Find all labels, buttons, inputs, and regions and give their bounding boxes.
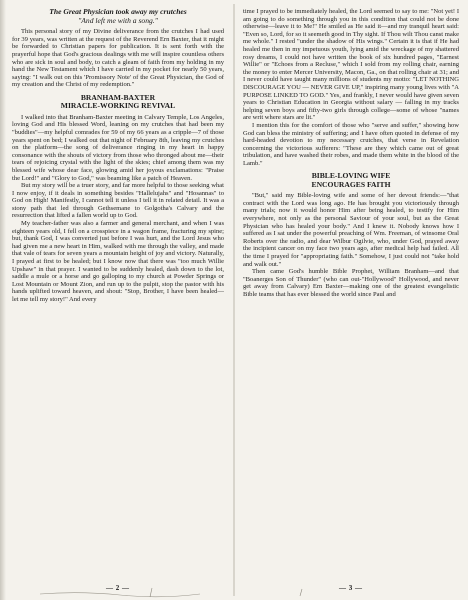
body-paragraph: My teacher-father was also a farmer and general merchant, and when I was eighteen years old, I fell on a crosspiece in a wagon frame, fracturing my spine; but, thank God, I was converted just before I was hurt, and the Lord Jesus who had given me a new heart in Him, walked with me through the valley, and made that vale of tears for seven years a mountain height of joy and victory. Naturally, I prayed at first to be healed; but I know now that there was "too much Willie Upshaw" in that prayer. I wanted to be suddenly healed, dash down to the lot, saddle a mule or a horse and go galloping to my church at Powder Springs or Lost Mountain or Mount Zion, and run up to the pulpit, stop the pastor with his hands uplifted toward heaven, and shout: "Stop, Brother, I have been healed—let me tell my story!" And every (12, 220, 224, 303)
right-page (243, 8, 459, 588)
heading-line-1: BIBLE-LOVING WIFE (311, 171, 391, 181)
heading-line-2: ENCOURAGES FAITH (311, 179, 391, 189)
title-line: The Great Physician took away my crutches (49, 8, 187, 16)
body-paragraph: I mention this for the comfort of those who "serve and suffer," showing how God can bless the ministry of suffering; and I have often quoted in defense of my hard-headed devotion to my necessary crutches, that verse in Revelation concerning the victorious sufferers: "These are they which came out of great tribulation, and have washed their robes, and made them white in the blood of the Lamb." (243, 121, 459, 167)
body-paragraph: "But," said my Bible-loving wife and some of her devout friends:—"that contract with the Lord was long ago. He has brought you victoriously through many trials; now it would honor Him after being healed, to testify for Him everywhere, not only as the personal Saviour of your soul, but as the Great Physician who has healed your body." And I knew it. Nobody knows how I suffered as I sat under the powerful preaching of Wm. Freeman, of winsome Oral Roberts over the radio, and dear Wilbur Ogilvie, who, under God, prayed away the incipient cancer on my face two years ago, after medical help had failed. All the time I prayed for "appropriating faith." Somehow, I just could not "take hold and walk out." (243, 192, 459, 268)
section-heading (12, 94, 224, 111)
section-heading (243, 172, 459, 189)
page-number: — 2 — (106, 584, 130, 592)
heading-line-2: MIRACLE-WORKING REVIVAL (60, 101, 176, 111)
body-paragraph: I walked into that Branham-Baxter meeting in Calvary Temple, Los Angeles, loving God and His blessed Word, leaning on my crutches that had been my "buddies"—my helpful comrades for 59 of my 66 years as a cripple—7 of those years spent on bed; I walked out that night of February 8th, leaving my crutches on the platform—the song of deliverance ringing in my heart in happy consonance with the shouts of victory from those who thronged about me—their tears of rejoicing crystal with the light of the skies; chief among them was my blessed wife whose dear face, glowing amid her joyous exclamations: "Praise the Lord!" and "Glory to God," was beaming like a patch of Heaven. (12, 113, 224, 182)
page-number: — 3 — (339, 584, 363, 592)
binding-shadow (0, 0, 6, 600)
body-paragraph: time I prayed to be immediately healed, the Lord seemed to say to me: "Not yet! I am going to do something through you in this condition that could not be done otherwise—leave it to Me!" He smiled as He said it—and my tranquil heart said: "Even so, Lord, for so it seemeth good in Thy sight. If Thou wilt Thou canst make me whole." I rested "under the shadow of His wings." Certain it is that if He had healed me then in my impetuous youth, lying amid the wreckage of my shattered rosy dreams, I could not have written the book of six hundred pages, "Earnest Willie" or "Echoes from a Recluse," which I sold from my rolling chair, earning the money to enter Mercer University, Macon, Ga., on that rolling chair at 31; and I never could have taught many millions of students my motto: "LET NOTHING DISCOURAGE YOU — NEVER GIVE UP," inspiring many young lives with "A PURPOSE LINKED TO GOD." Yes, and frankly, I never would have given seven years to Christian Education in Georgia without salary — falling in my tracks helping seven boys and fifty-two girls through college—some of whose "names are writ where stars are lit." (243, 8, 459, 122)
body-paragraph: But my story will be a truer story, and far more helpful to those seeking what I now enjoy, if it deals in something besides "Hallelujahs" and "Hosannas" to God on High! Manifestly, I cannot tell it unless I tell it in related detail. It was a stony path that led through Gethsemane to Golgotha's Calvary and the resurrection that lifted a fallen world up to God. (12, 182, 224, 220)
heading-line-1: BRANHAM-BAXTER (80, 92, 156, 102)
pencil-marks (0, 582, 468, 600)
title-subtitle: "And left me with a song." (78, 15, 158, 25)
page-gutter (233, 4, 235, 596)
page-title (12, 8, 224, 25)
intro-paragraph: This personal story of my Divine deliverance from the crutches I had used for 39 years, was written at the request of the Reverend Ern Baxter, that it might be forwarded to Christian papers for publication. It is sent forth with the prayerful hope that God's gracious dealings with me will inspire countless others who are sick in soul and body, to catch a gleam of faith from my holding in my hand the New Testament which I have carried in my pocket for nearly 50 years, saying: "I walk out on this 'Promissory Note' of the Great Physician, the God of my creation and the Christ of my redemption." (12, 28, 224, 89)
left-page (12, 8, 224, 588)
body-paragraph: Then came God's humble Bible Prophet, William Branham—and that "Boanerges Son of Thunder" (who can out-"Hollywood" Hollywood, and never get away from Calvary) Ern Baxter—making one of the greatest evangelistic Bible teams that has ever blessed the world since Paul and (243, 268, 459, 298)
